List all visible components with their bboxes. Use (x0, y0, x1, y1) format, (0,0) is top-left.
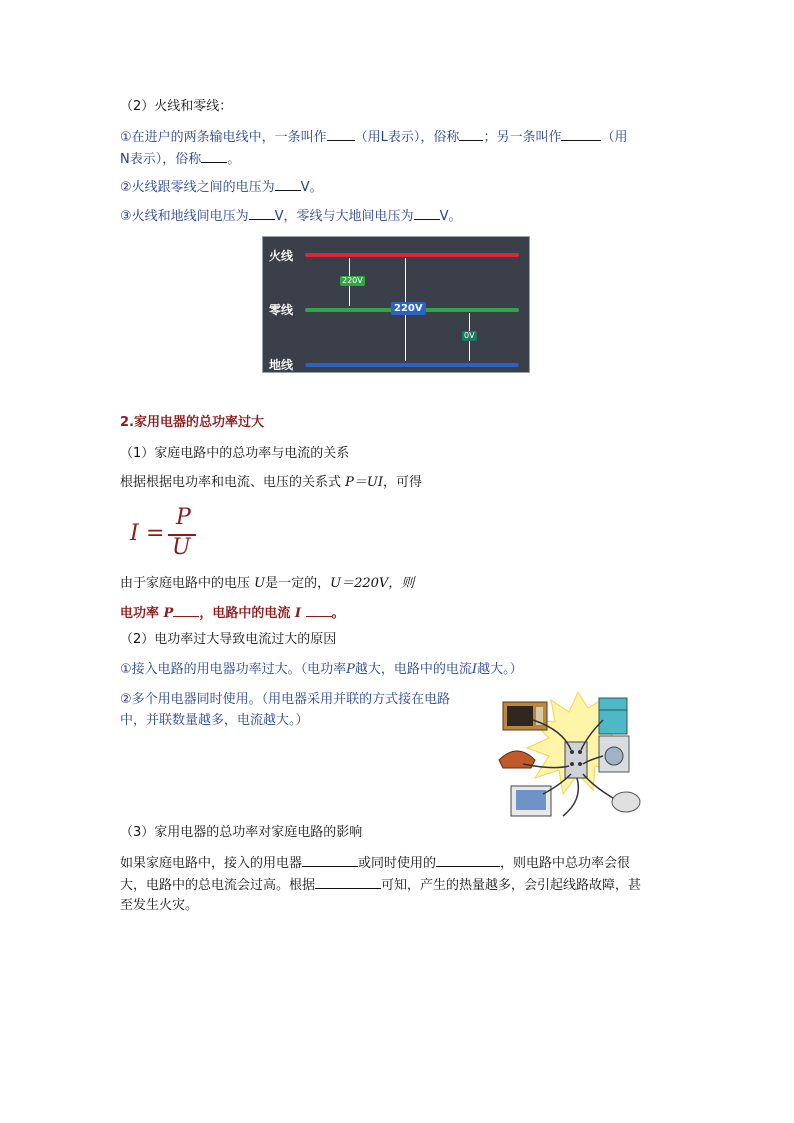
section-2-title: 2.家用电器的总功率过大 (120, 415, 264, 430)
section-heading-live-neutral: （2）火线和零线： (120, 99, 233, 114)
power-current-blank-line: 电功率 P ，电路中的电流 I 。 (120, 602, 345, 624)
ground-wire-line (305, 363, 519, 367)
reason-2-line-a: ②多个用电器同时使用。（用电器采用并联的方式接在电路 (120, 692, 451, 707)
blank (459, 126, 483, 141)
ground-wire-label: 地线 (269, 358, 294, 372)
effect-line-3: 至发生火灾。 (120, 898, 199, 913)
blank (561, 126, 601, 141)
blank (173, 602, 199, 617)
blank (414, 205, 440, 220)
badge-neutral-ground: 0V (464, 331, 475, 340)
reason-1: ①接入电路的用电器功率过大。（电功率P越大，电路中的电流I越大。） (120, 662, 523, 677)
reason-2-line-b: 中，并联数量越多，电流越大。） (120, 713, 309, 728)
blank (306, 602, 332, 617)
live-wire-line (305, 253, 519, 257)
voltage-constant-line: 由于家庭电路中的电压 U是一定的，U＝220V，则 (120, 576, 415, 591)
item-1-line-a: ①在进户的两条输电线中，一条叫作 （用L表示），俗称 ；另一条叫作 （用 (120, 126, 627, 148)
blank (327, 126, 355, 141)
power-relation-line: 根据根据电功率和电流、电压的关系式 P＝UI，可得 (120, 475, 423, 490)
item-2: ②火线跟零线之间的电压为 V。 (120, 176, 323, 198)
effect-line-2: 大，电路中的总电流会过高。根据 可知，产生的热量越多，会引起线路故障，甚 (120, 874, 641, 896)
live-wire-label: 火线 (269, 249, 294, 263)
item-3: ③火线和地线间电压为 V，零线与大地间电压为 V。 (120, 205, 461, 227)
subheading-1: （1）家庭电路中的总功率与电流的关系 (120, 446, 350, 461)
blank (249, 205, 275, 220)
subheading-2: （2）电功率过大导致电流过大的原因 (120, 632, 337, 647)
blank (302, 852, 358, 867)
blank (436, 852, 500, 867)
item-1-line-b: N表示），俗称 。 (120, 148, 240, 170)
blank (275, 176, 301, 191)
blank (315, 874, 381, 889)
current-formula: I = P U (128, 505, 208, 563)
blank (201, 148, 227, 163)
overloaded-socket-illustration (493, 690, 663, 820)
badge-live-neutral: 220V (342, 276, 363, 285)
effect-line-1: 如果家庭电路中，接入的用电器 或同时使用的 ，则电路中总功率会很 (120, 852, 630, 874)
badge-live-ground: 220V (391, 302, 426, 315)
voltage-diagram (262, 236, 530, 373)
subheading-3: （3）家用电器的总功率对家庭电路的影响 (120, 825, 363, 840)
neutral-wire-label: 零线 (269, 303, 294, 317)
